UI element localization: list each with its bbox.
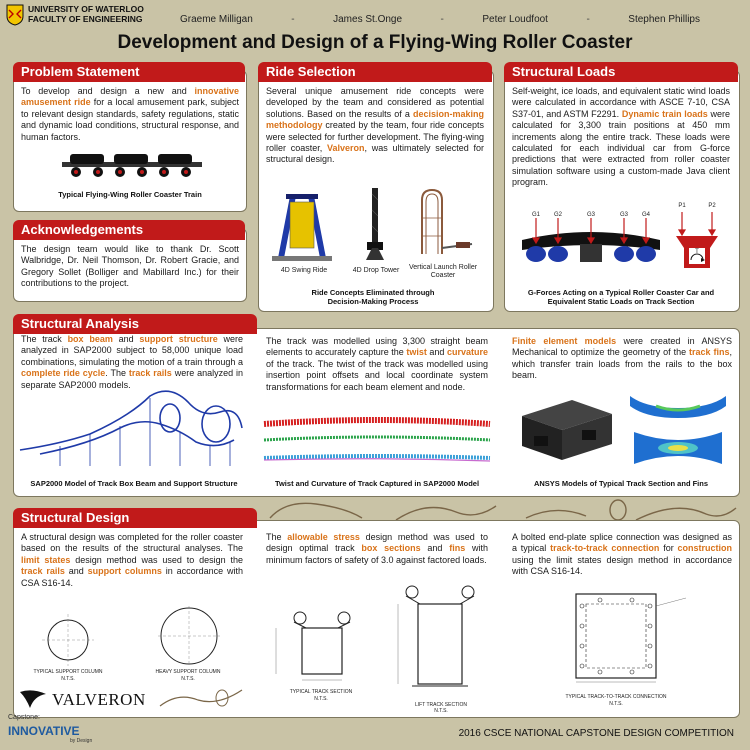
author-list <box>180 14 700 25</box>
design-col3-text: A bolted end-plate splice connection was designed as a typical track-to-track connection for construction using the limit states design method in accordance with CSA S16-14. <box>512 532 732 577</box>
uw-wordmark: UNIVERSITY OF WATERLOO FACULTY OF ENGINEERING <box>28 4 144 24</box>
swing-ride-label: 4D Swing Ride <box>280 267 328 274</box>
valveron-logo-icon <box>18 688 48 710</box>
acknowledgements-text: The design team would like to thank Dr. Scott Walbridge, Dr. Neil Thomson, Dr. Robert Gracie, and Gregory Sollet (Bolliger and Mabillard Inc.) for their contributions to the project. <box>21 244 239 289</box>
g-force-label: G3 <box>619 212 628 218</box>
track-connection-drawing <box>560 586 690 686</box>
typical-track-section-drawing <box>272 608 372 684</box>
ride-selection-heading: Ride Selection <box>258 62 492 82</box>
poster-title: Development and Design of a Flying-Wing Roller Coaster <box>117 32 633 53</box>
author-name: Graeme Milligan <box>180 14 253 25</box>
point-load-label: P1 <box>678 203 686 209</box>
sap2000-support-caption: SAP2000 Model of Track Box Beam and Support Structure <box>30 479 238 488</box>
coaster-car-loads-diagram <box>516 210 666 280</box>
typical-support-column-label: TYPICAL SUPPORT COLUMN <box>33 669 103 675</box>
valveron-wordmark: VALVERON <box>52 690 146 709</box>
ride-concepts-caption: Ride Concepts Eliminated through Decision-Making Process <box>311 288 435 306</box>
by-design-label: by Design <box>70 738 93 744</box>
acknowledgements-heading: Acknowledgements <box>13 220 245 240</box>
typical-support-column-scale: N.T.S. <box>61 676 75 682</box>
drop-tower-label: 4D Drop Tower <box>352 267 400 274</box>
lift-track-section-scale: N.T.S. <box>434 708 448 714</box>
g-force-label: G2 <box>553 212 562 218</box>
track-connection-scale: N.T.S. <box>609 701 623 707</box>
author-name: Stephen Phillips <box>628 14 700 25</box>
design-col2-text: The allowable stress design method was used to design optimal track box sections and fins with minimum factors of safety of 3.0 against factored loads. <box>266 532 488 565</box>
capstone-label: Capstone: <box>8 714 40 721</box>
vertical-launch-label: Vertical Launch Roller Coaster <box>408 264 478 279</box>
author-name: James St.Onge <box>333 14 403 25</box>
poster-header <box>0 0 750 58</box>
g-force-label: G1 <box>531 212 540 218</box>
lift-track-section-drawing <box>392 582 488 700</box>
torsion-label: T <box>695 249 699 255</box>
innovative-by-design-logo: INNOVATIVE <box>8 724 80 738</box>
track-twist-model <box>262 410 492 470</box>
author-name: Peter Loudfoot <box>482 14 548 25</box>
typical-track-section-label: TYPICAL TRACK SECTION <box>289 689 353 695</box>
swing-ride-illustration <box>272 192 332 262</box>
design-coaster-sketch <box>158 684 244 710</box>
ansys-fin-stress-model <box>626 392 730 468</box>
heavy-support-column-drawing <box>156 604 222 668</box>
g-forces-caption: G-Forces Acting on a Typical Roller Coaster Car and Equivalent Static Loads on Track Section <box>527 288 715 306</box>
author-separator: - <box>291 14 295 25</box>
analysis-col3-text: Finite element models were created in ANSYS Mechanical to optimize the geometry of the track fins, which transfer train loads from the rails to the box beam. <box>512 336 732 381</box>
g-force-label: G4 <box>641 212 650 218</box>
sap2000-support-model <box>20 388 246 468</box>
analysis-col2-text: The track was modelled using 3,300 straight beam elements to accurately capture the twist and curvature of the track. The twist of the track was modelled using insertion point offsets and local coordinate system transformations for each beam element and node. <box>266 336 488 392</box>
analysis-col1-text: The track box beam and support structure were analyzed in SAP2000 subject to 58,000 unique load combinations, simulating the motion of a train through a complete ride cycle. The track rails were analyzed in separate SAP2000 models. <box>21 334 243 390</box>
point-load-label: P2 <box>708 203 716 209</box>
structural-loads-text: Self-weight, ice loads, and equivalent static wind loads were calculated in accordance with ASCE 7-10, CSA S37-01, and ASTM F2291. Dynamic train loads were calculated for 3,300 train positions at 450 mm increments along the entire track. These loads were calculated for each individual car from G-force predictions that were extracted from roller coaster simulation software using a custom-made Java client program. <box>512 86 730 188</box>
train-caption: Typical Flying-Wing Roller Coaster Train <box>58 190 202 199</box>
lift-track-section-label: LIFT TRACK SECTION <box>414 702 468 708</box>
drop-tower-illustration <box>362 186 388 262</box>
structural-design-heading: Structural Design <box>13 508 257 528</box>
uw-shield-icon <box>6 4 24 26</box>
ansys-caption: ANSYS Models of Typical Track Section and Fins <box>533 479 709 488</box>
track-section-loads-diagram <box>672 208 722 278</box>
problem-statement-heading: Problem Statement <box>13 62 245 82</box>
ride-selection-text: Several unique amusement ride concepts were developed by the team and considered as potential solutions. Based on the results of a decision-making methodology created by the team, four ride concepts were selected for further development. The flying-wing roller coaster, Valveron, was ultimately selected for structural design. <box>266 86 485 165</box>
heavy-support-column-label: HEAVY SUPPORT COLUMN <box>155 669 221 675</box>
ansys-track-section-model <box>512 396 622 466</box>
competition-label: 2016 CSCE NATIONAL CAPSTONE DESIGN COMPETITION <box>458 728 734 739</box>
author-separator: - <box>586 14 590 25</box>
structural-loads-heading: Structural Loads <box>504 62 738 82</box>
g-force-label: G3 <box>586 212 595 218</box>
problem-statement-text: To develop and design a new and innovative amusement ride for a local amusement park, subject to relevant design standards, safety regulations, static and dynamic load conditions, structural response, and human factors. <box>21 86 239 142</box>
author-separator: - <box>440 14 444 25</box>
track-twist-caption: Twist and Curvature of Track Captured in SAP2000 Model <box>274 479 480 488</box>
vertical-launch-illustration <box>412 188 474 258</box>
track-connection-label: TYPICAL TRACK-TO-TRACK CONNECTION <box>565 694 667 700</box>
coaster-train-illustration <box>62 150 202 184</box>
typical-track-section-scale: N.T.S. <box>314 696 328 702</box>
heavy-support-column-scale: N.T.S. <box>181 676 195 682</box>
design-col1-text: A structural design was completed for the roller coaster based on the results of the structural analyses. The limit states design method was used to design the track rails and support columns in accordance with CSA S16-14. <box>21 532 243 588</box>
structural-analysis-heading: Structural Analysis <box>13 314 257 334</box>
typical-support-column-drawing <box>38 612 98 662</box>
